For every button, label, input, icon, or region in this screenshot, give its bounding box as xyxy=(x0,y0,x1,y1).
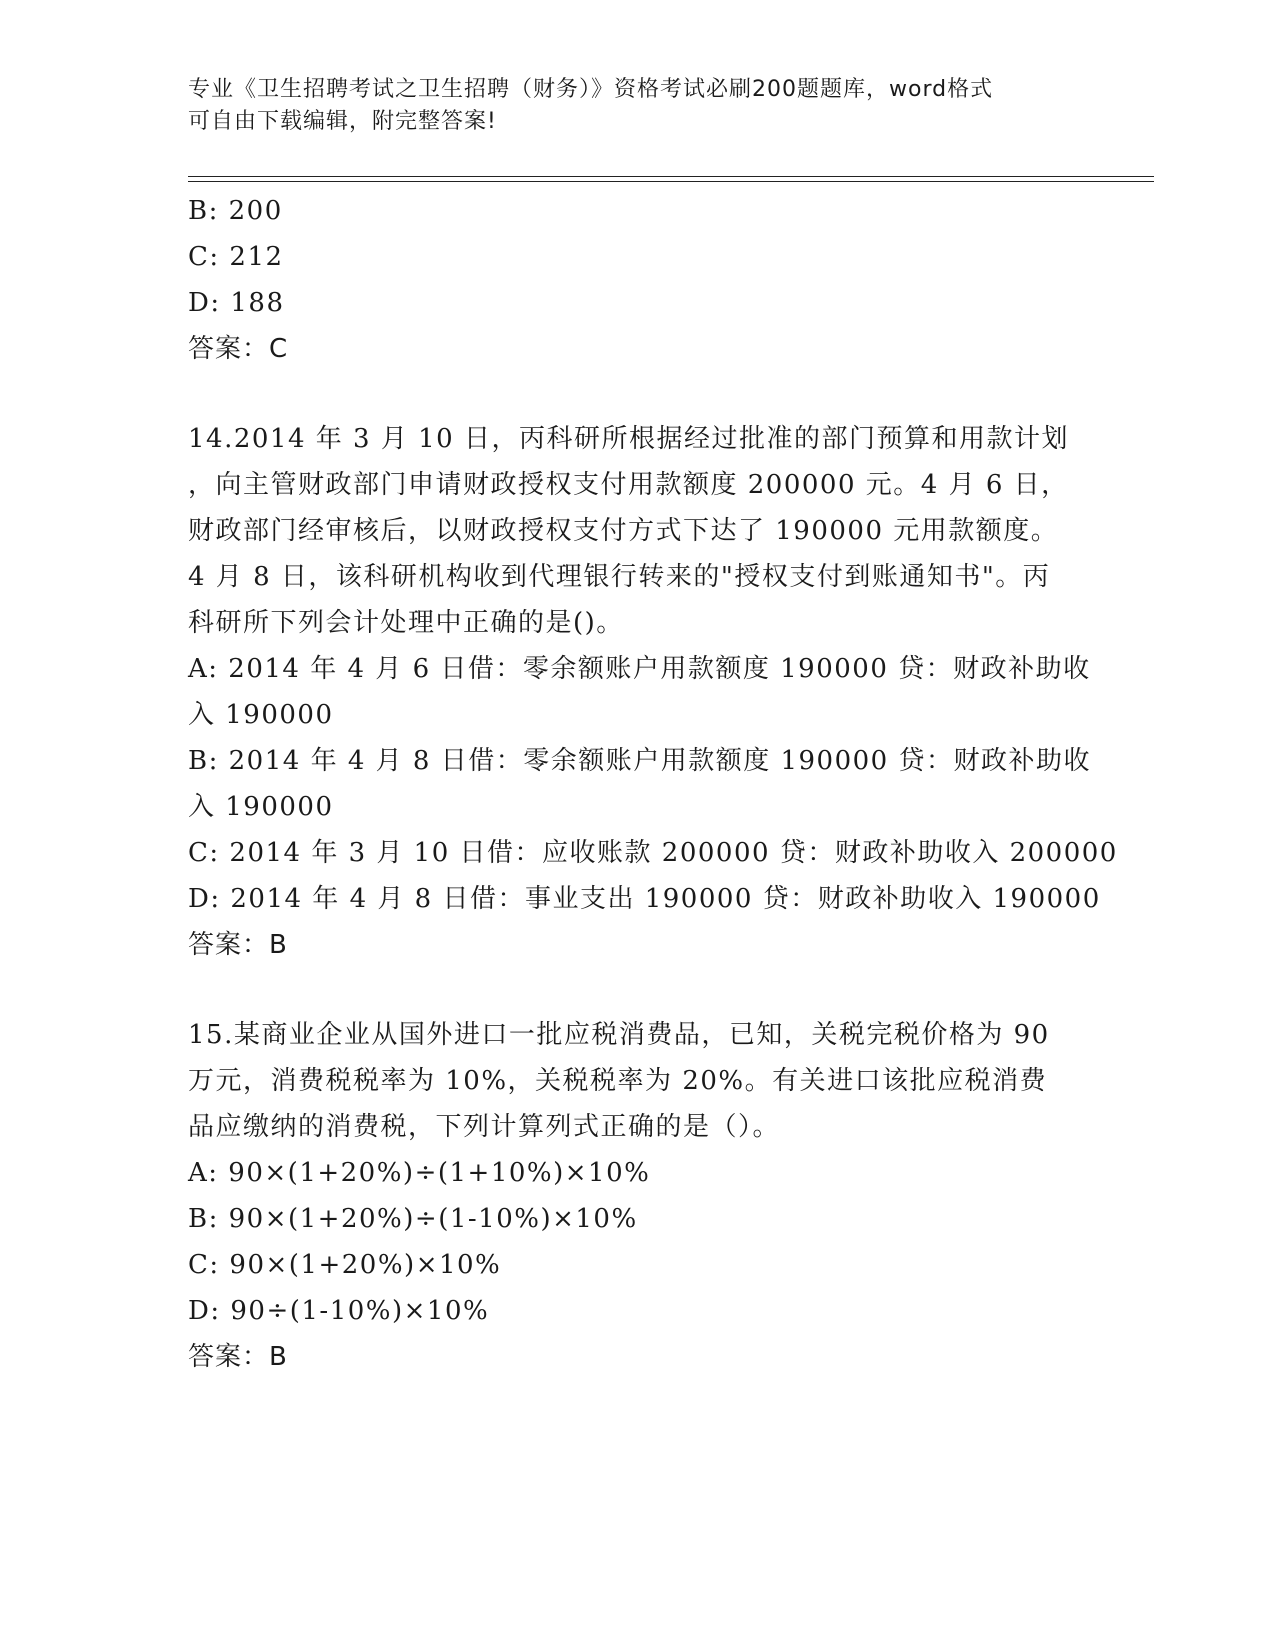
question-14-answer: 答案：B xyxy=(188,930,288,960)
question-15-block xyxy=(188,1012,1088,1380)
option-line: A: 2014 年 4 月 6 日借：零余额账户用款额度 190000 贷：财政补助收 xyxy=(188,654,1091,684)
spacer xyxy=(188,372,1088,416)
question-14-option-a xyxy=(188,646,1091,738)
header-title-line-2: 可自由下载编辑，附完整答案! xyxy=(188,109,497,134)
spacer xyxy=(188,968,1088,1012)
stem-line: 15.某商业企业从国外进口一批应税消费品，已知，关税完税价格为 90 xyxy=(188,1020,1050,1050)
question-15-option-d: D: 90÷(1-10%)×10% xyxy=(188,1296,490,1326)
header-divider-top xyxy=(188,176,1154,177)
question-14-option-d xyxy=(188,876,1101,922)
option-line: B: 2014 年 4 月 8 日借：零余额账户用款额度 190000 贷：财政补助收 xyxy=(188,746,1091,776)
question-15-option-a: A: 90×(1+20%)÷(1+10%)×10% xyxy=(188,1158,651,1188)
stem-line: 万元，消费税税率为 10%，关税税率为 20%。有关进口该批应税消费 xyxy=(188,1066,1048,1096)
question-14-option-c xyxy=(188,830,1118,876)
option-line: D: 2014 年 4 月 8 日借：事业支出 190000 贷：财政补助收入 190000 xyxy=(188,884,1101,914)
question-14-block xyxy=(188,416,1118,968)
stem-line: 品应缴纳的消费税，下列计算列式正确的是（）。 xyxy=(188,1112,781,1142)
question-14-stem xyxy=(188,416,1088,646)
stem-line: 科研所下列会计处理中正确的是()。 xyxy=(188,608,624,638)
stem-line: ，向主管财政部门申请财政授权支付用款额度 200000 元。4 月 6 日， xyxy=(188,470,1069,500)
document-header xyxy=(188,74,1068,138)
option-c: C: 212 xyxy=(188,242,284,272)
question-15-option-b: B: 90×(1+20%)÷(1-10%)×10% xyxy=(188,1204,638,1234)
prev-question-block xyxy=(188,188,1088,372)
option-line: C: 2014 年 3 月 10 日借：应收账款 200000 贷：财政补助收入 200000 xyxy=(188,838,1118,868)
stem-line: 14.2014 年 3 月 10 日，丙科研所根据经过批准的部门预算和用款计划 xyxy=(188,424,1069,454)
question-15-answer: 答案：B xyxy=(188,1342,288,1372)
stem-line: 财政部门经审核后，以财政授权支付方式下达了 190000 元用款额度。 xyxy=(188,516,1059,546)
answer-line: 答案：C xyxy=(188,334,289,364)
option-b: B: 200 xyxy=(188,196,283,226)
option-line: 入 190000 xyxy=(188,700,334,730)
stem-line: 4 月 8 日，该科研机构收到代理银行转来的"授权支付到账通知书"。丙 xyxy=(188,562,1051,592)
question-15-stem xyxy=(188,1012,1088,1150)
option-d: D: 188 xyxy=(188,288,285,318)
option-line: 入 190000 xyxy=(188,792,334,822)
question-14-option-b xyxy=(188,738,1091,830)
question-15-option-c: C: 90×(1+20%)×10% xyxy=(188,1250,502,1280)
header-divider-bottom xyxy=(188,181,1154,182)
header-title-line-1: 专业《卫生招聘考试之卫生招聘（财务）》资格考试必刷200题题库，word格式 xyxy=(188,77,994,102)
document-body xyxy=(188,188,1118,1380)
